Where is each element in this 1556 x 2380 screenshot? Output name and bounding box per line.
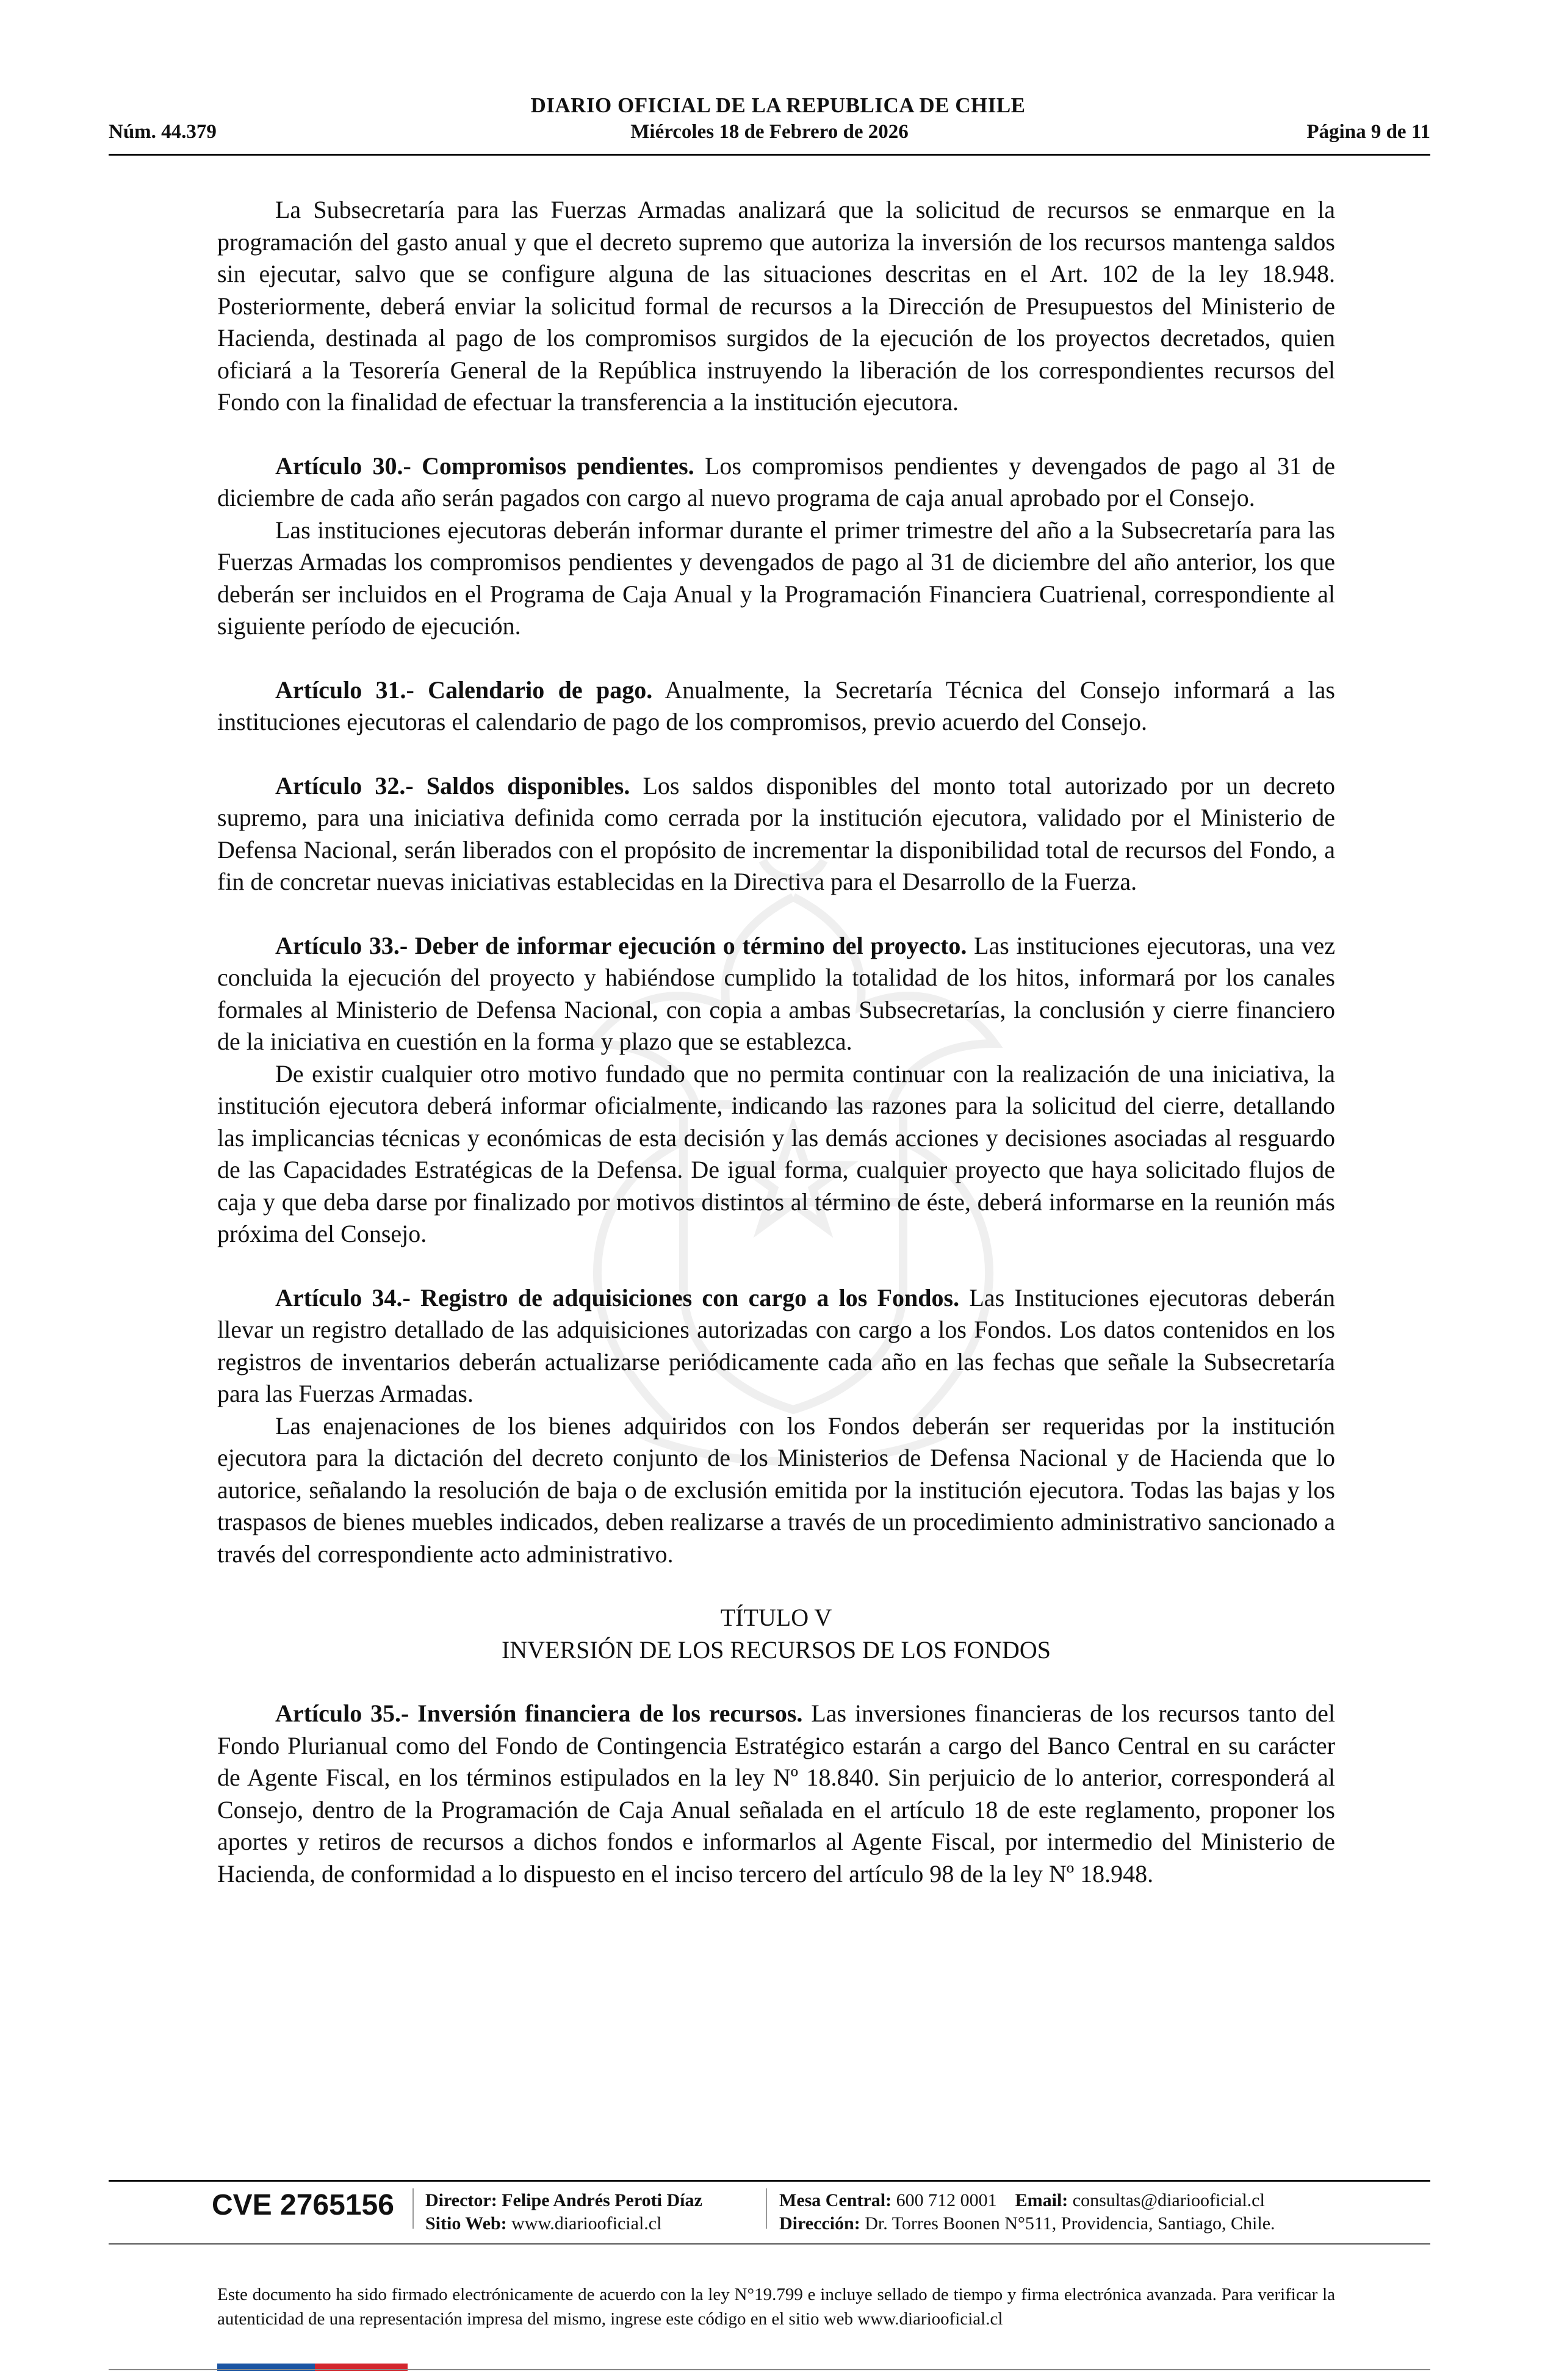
article-30: [217, 450, 1335, 514]
site-link[interactable]: www.diariooficial.cl: [511, 2213, 662, 2234]
email-label: Email:: [1015, 2190, 1068, 2210]
director-name: Felipe Andrés Peroti Díaz: [502, 2190, 702, 2210]
article-text: Los compromisos pendientes y devengados de pago al 31 de diciembre de cada año serán pagados con cargo al nuevo programa de caja anual aprobado por el Consejo.: [217, 452, 1336, 511]
article-heading: Artículo 32.- Saldos disponibles.: [275, 771, 630, 799]
article-text: Los saldos disponibles del monto total autorizado por un decreto supremo, para una iniciativa definida como cerrada por la institución ejecutora, validado por el Ministerio de Defensa Nacional, serán liberados con el propósito de incrementar la disponibilidad total de recursos del Fondo, a fin de concretar nuevas iniciativas establecidas en la Directiva para el Desarrollo de la Fuerza.: [217, 771, 1336, 895]
issue-number: Núm. 44.379: [109, 121, 217, 143]
article-35: [217, 1698, 1335, 1890]
article-heading: Artículo 30.- Compromisos pendientes.: [275, 452, 694, 480]
article-text: Las inversiones financieras de los recursos tanto del Fondo Plurianual como del Fondo de Contingencia Estratégico estarán a cargo del Banco Central en su carácter de Agente Fiscal, en los términos estipulados en la ley Nº 18.840. Sin perjuicio de lo anterior, corresponderá al Consejo, dentro de la Programación de Caja Anual señalada en el artículo 18 de este reglamento, proponer los aportes y retiros de recursos a dichos fondos e informarlos al Agente Fiscal, por intermedio del Ministerio de Hacienda, de conformidad a lo dispuesto en el inciso tercero del artículo 98 de la ley Nº 18.948.: [217, 1700, 1336, 1888]
article-heading: Artículo 35.- Inversión financiera de los recursos.: [275, 1700, 803, 1727]
paragraph: De existir cualquier otro motivo fundado que no permita continuar con la realización de una iniciativa, la institución ejecutora deberá informar oficialmente, indicando las razones para la solicitud del cierre, detallando las implicancias técnicas y económicas de esta decisión y las demás acciones y decisiones asociadas al resguardo de las Capacidades Estratégicas de la Defensa. De igual forma, cualquier proyecto que haya solicitado flujos de caja y que deba darse por finalizado por motivos distintos al término de éste, deberá informarse en la reunión más próxima del Consejo.: [217, 1059, 1335, 1247]
footer-separator: [766, 2188, 767, 2229]
section-number: TÍTULO V: [720, 1604, 832, 1631]
footer-separator: [412, 2188, 414, 2229]
paragraph: Las enajenaciones de los bienes adquiridos con los Fondos deberán ser requeridas por la institución ejecutora para la dictación del decreto conjunto de los Ministerios de Defensa Nacional y de Hacienda que lo autorice, señalando la resolución de baja o de exclusión emitida por la institución ejecutora. Todas las bajas y los traspasos de bienes muebles indicados, deben realizarse a través de un procedimiento administrativo sancionado a través del correspondiente acto administrativo.: [217, 1412, 1335, 1568]
article-32: [217, 770, 1335, 898]
footer-mid-divider: [109, 2243, 1430, 2245]
issue-date: Miércoles 18 de Febrero de 2026: [630, 121, 909, 143]
email-link[interactable]: consultas@diariooficial.cl: [1072, 2190, 1265, 2210]
footer-director-block: [425, 2189, 702, 2235]
paragraph: La Subsecretaría para las Fuerzas Armadas analizará que la solicitud de recursos se enmarque en la programación del gasto anual y que el decreto supremo que autoriza la inversión de los recursos mantenga saldos sin ejecutar, salvo que se configure alguna de las situaciones descritas en el Art. 102 de la ley 18.948. Posteriormente, deberá enviar la solicitud formal de recursos a la Dirección de Presupuestos del Ministerio de Hacienda, destinada al pago de los compromisos surgidos de la ejecución de los proyectos decretados, quien oficiará a la Tesorería General de la República instruyendo la liberación de los correspondientes recursos del Fondo con la finalidad de efectuar la transferencia a la institución ejecutora.: [217, 196, 1335, 416]
article-text: Las Instituciones ejecutoras deberán llevar un registro detallado de las adquisiciones autorizadas con cargo a los Fondos. Los datos contenidos en los registros de inventarios deberán actualizarse periódicamente cada año en las fechas que señale la Subsecretaría para las Fuerzas Armadas.: [217, 1283, 1336, 1407]
director-label: Director:: [425, 2190, 497, 2210]
article-33: [217, 930, 1335, 1058]
section-name: INVERSIÓN DE LOS RECURSOS DE LOS FONDOS: [501, 1635, 1051, 1664]
article-text: Anualmente, la Secretaría Técnica del Consejo informará a las instituciones ejecutoras el calendario de pago de los compromisos, previo acuerdo del Consejo.: [217, 676, 1335, 735]
article-34: [217, 1282, 1335, 1410]
signature-note: Este documento ha sido firmado electrónicamente de acuerdo con la ley N°19.799 e incluye sellado de tiempo y firma electrónica avanzada. Para verificar la autenticidad de una representación impresa del mismo, ingrese este código en el sitio web www.diariooficial.cl: [217, 2285, 1335, 2329]
publication-title: DIARIO OFICIAL DE LA REPUBLICA DE CHILE: [530, 93, 1026, 117]
address-label: Dirección:: [779, 2213, 860, 2234]
footer-contact-block: [779, 2189, 1275, 2235]
document-body: [217, 194, 1335, 1890]
address-value: Dr. Torres Boonen N°511, Providencia, Santiago, Chile.: [865, 2213, 1275, 2234]
mesa-phone: 600 712 0001: [896, 2190, 997, 2210]
site-label: Sitio Web:: [425, 2213, 507, 2234]
page-indicator: Página 9 de 11: [1306, 121, 1430, 143]
article-text: Las instituciones ejecutoras, una vez concluida la ejecución del proyecto y habiéndose cumplido la totalidad de los hitos, informará por los canales formales al Ministerio de Defensa Nacional, con copia a ambas Subsecretarías, la conclusión y cierre financiero de la iniciativa en cuestión en la forma y plazo que se establezca.: [217, 931, 1336, 1055]
cve-code: CVE 2765156: [212, 2189, 394, 2221]
footer-bottom-divider: [109, 2369, 1430, 2370]
section-title: [217, 1602, 1335, 1666]
mesa-label: Mesa Central:: [779, 2190, 892, 2210]
footer-top-divider: [109, 2180, 1430, 2182]
header-divider: [109, 154, 1430, 156]
article-31: [217, 674, 1335, 738]
article-heading: Artículo 34.- Registro de adquisiciones con cargo a los Fondos.: [275, 1283, 960, 1311]
article-heading: Artículo 33.- Deber de informar ejecución o término del proyecto.: [275, 931, 967, 959]
article-heading: Artículo 31.- Calendario de pago.: [275, 676, 653, 704]
paragraph: Las instituciones ejecutoras deberán informar durante el primer trimestre del año a la Subsecretaría para las Fuerzas Armadas los compromisos pendientes y devengados de pago al 31 de diciembre del año anterior, los que deberán ser incluidos en el Programa de Caja Anual y la Programación Financiera Cuatrienal, correspondiente al siguiente período de ejecución.: [217, 516, 1335, 640]
